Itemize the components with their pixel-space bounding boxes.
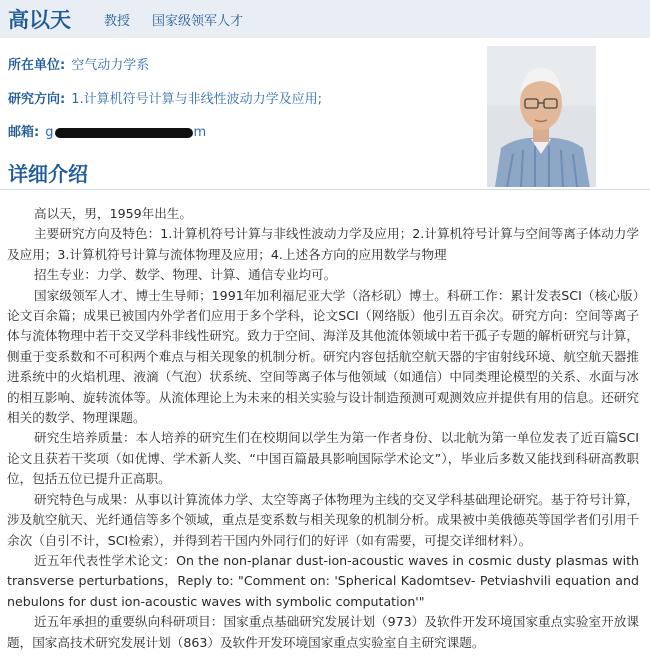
biography-content xyxy=(7,204,639,653)
bio-paragraph: 研究生培养质量：本人培养的研究生们在校期间以学生为第一作者身份、以北航为第一单位发表了近百篇SCI论文且获若干奖项（如优博、学术新人奖、“中国百篇最具影响国际学术论文”），毕业后多数又能找到科研高教职位，包括五位已提升正高职。 xyxy=(7,430,639,487)
portrait-image xyxy=(487,46,596,187)
bio-paragraph: 近五年承担的重要纵向科研项目：国家重点基础研究发展计划（973）及软件开发环境国家重点实验室开放课题，国家高技术研究发展计划（863）及软件开发环境国家重点实验室自主研究课题。 xyxy=(7,614,639,650)
profile-photo xyxy=(487,46,596,187)
bio-paragraph: 国家级领军人才、博士生导师；1991年加利福尼亚大学（洛杉矶）博士。科研工作：累计发表SCI（核心版）论文百余篇；成果已被国内外学者们应用于多个学科，论文SCI（网络版）他引五百余次。研究方向：空间等离子体与流体物理中若干交叉学科非线性研究。致力于空间、海洋及其他流体领域中若干孤子专题的解析研究与计算，侧重于变系数和不可积两个难点与相关现象的机制分析。研究内容包括航空航天器的宇宙射线环境、航空航天器推进系统中的火焰机理、液滴（气泡）状系统、空间等离子体与他领域（如通信）中同类理论模型的关系、水面与冰的相互影响、旋转流体等。从流体理论上为未来的相关实验与设计制造预测可观测效应并提供有用的信息。还研究相关的数学、物理课题。 xyxy=(7,287,639,426)
unit-row xyxy=(8,54,149,73)
bio-paragraph: 研究特色与成果：从事以计算流体力学、太空等离子体物理为主线的交叉学科基础理论研究。基于符号计算，涉及航空航天、光纤通信等多个领域，重点是变系数与相关现象的机制分析。成果被中美俄德英等国学者们引用千余次（自引不计，SCI检索），并得到若干国内外同行们的好评（如有需要，可提交详细材料）。 xyxy=(7,491,639,548)
person-honor: 国家级领军人才 xyxy=(152,14,244,29)
section-divider xyxy=(0,189,650,190)
direction-value: 1.计算机符号计算与非线性波动力学及应用; xyxy=(71,92,322,107)
email-redaction xyxy=(55,128,193,138)
bio-paragraph: 主要研究方向及特色：1.计算机符号计算与非线性波动力学及应用；2.计算机符号计算与空间等离子体动力学及应用；3.计算机符号计算与流体物理及应用；4.上述各方向的应用数学与物理 xyxy=(7,226,639,262)
email-visible-start: g xyxy=(45,125,54,140)
profile-header xyxy=(0,0,650,38)
unit-link[interactable]: 空气动力学系 xyxy=(71,58,150,73)
email-value[interactable] xyxy=(45,125,206,140)
research-direction-row xyxy=(8,88,322,107)
person-name: 高以天 xyxy=(8,8,71,32)
email-label: 邮箱: xyxy=(8,125,40,140)
email-row xyxy=(8,121,206,140)
bio-paragraph: 招生专业：力学、数学、物理、计算、通信专业均可。 xyxy=(34,267,337,283)
unit-label: 所在单位: xyxy=(8,58,66,73)
person-title: 教授 xyxy=(104,14,131,29)
email-visible-end: m xyxy=(193,125,207,140)
bio-paragraph: 近五年代表性学术论文：On the non-planar dust-ion-acoustic waves in cosmic dusty plasmas with transverse perturbations，Reply to: "Comment on: 'Spherical Kadomtsev- Petviashvili equation and nebulons for dust ion-acoustic waves with symbolic computation'" xyxy=(7,552,639,609)
bio-paragraph: 高以天，男，1959年出生。 xyxy=(34,206,192,221)
detail-section-title: 详细介绍 xyxy=(8,162,88,186)
direction-label: 研究方向: xyxy=(8,92,66,107)
